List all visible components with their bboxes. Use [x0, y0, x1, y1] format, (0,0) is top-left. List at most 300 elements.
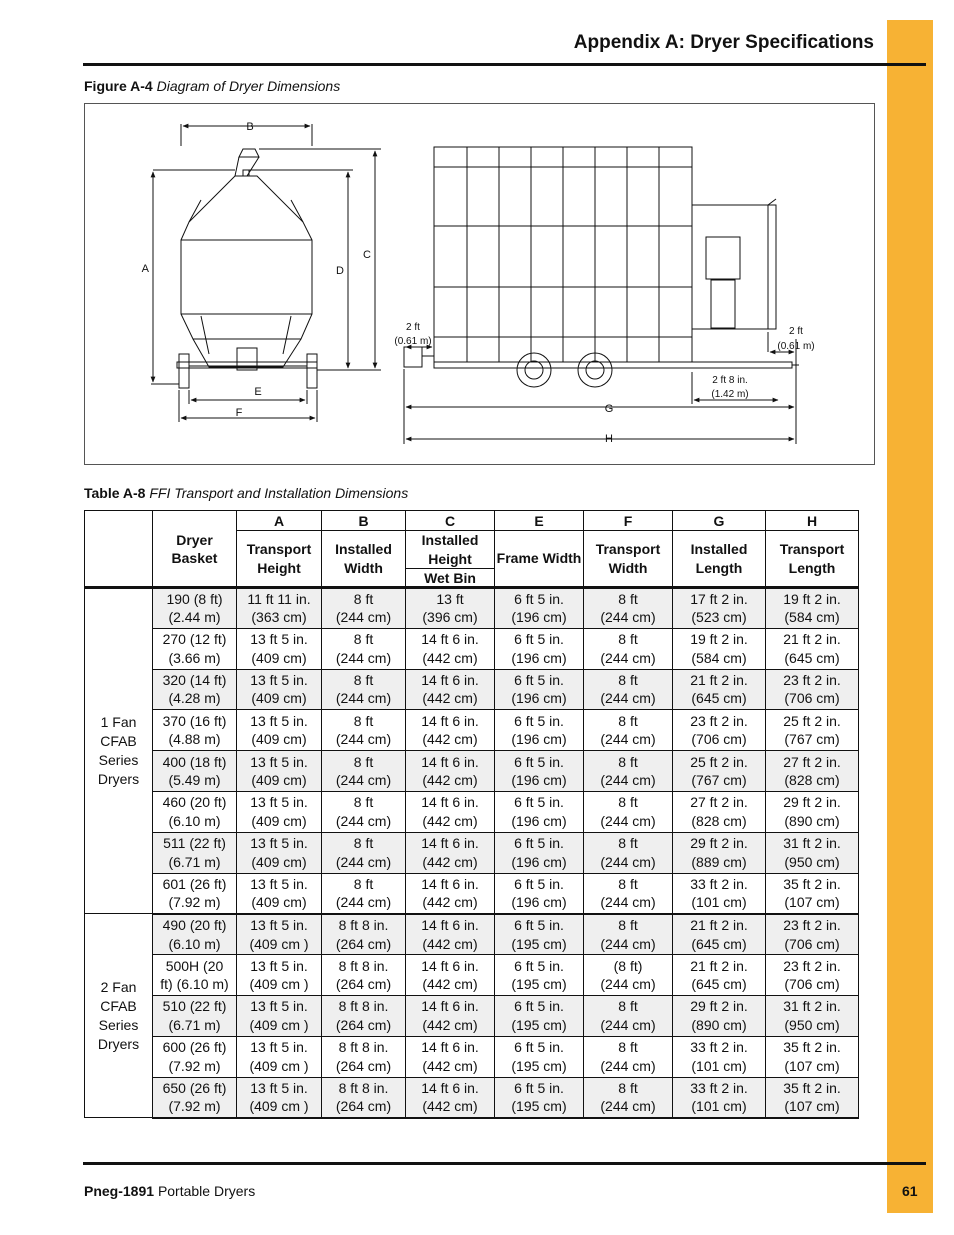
table-cell-g [673, 710, 766, 751]
table-cell-b [322, 873, 406, 914]
header-installed-length: Installed Length [673, 531, 766, 588]
header-transport-length: Transport Length [766, 531, 859, 588]
table-row [85, 832, 859, 873]
table-cell-h [766, 1077, 859, 1118]
cell-line-imperial: 13 ft 5 in. [250, 1039, 308, 1056]
table-cell-basket [153, 628, 237, 669]
cell-line-imperial: 6 ft 5 in. [514, 1079, 564, 1096]
cell-line-imperial: 400 (18 ft) [162, 753, 227, 770]
cell-line-imperial: 8 ft [353, 590, 374, 607]
table-cell-b [322, 628, 406, 669]
table-cell-basket [153, 955, 237, 996]
cell-line-imperial: 510 (22 ft) [162, 998, 227, 1015]
cell-line-metric: (409 cm) [251, 853, 307, 870]
table-cell-b [322, 1077, 406, 1118]
table-cell-basket [153, 995, 237, 1036]
table-row [85, 588, 859, 629]
cell-line-imperial: 14 ft 6 in. [421, 998, 479, 1015]
table-cell-basket [153, 710, 237, 751]
table-cell-h [766, 669, 859, 710]
cell-line-imperial: 14 ft 6 in. [421, 957, 479, 974]
table-cell-c [406, 669, 495, 710]
figure-caption-text: Diagram of Dryer Dimensions [156, 78, 341, 94]
table-cell-h [766, 914, 859, 955]
header-transport-width: Transport Width [584, 531, 673, 588]
document-name: Portable Dryers [157, 1183, 256, 1199]
table-row [85, 751, 859, 792]
header-dryer-basket: Dryer Basket [153, 511, 237, 588]
cell-line-metric: (706 cm) [784, 935, 840, 952]
cell-line-metric: (442 cm) [422, 812, 478, 829]
cell-line-imperial: 8 ft [353, 671, 374, 688]
cell-line-imperial: 8 ft [353, 712, 374, 729]
cell-line-metric: (244 cm) [600, 1016, 656, 1033]
table-cell-g [673, 995, 766, 1036]
letter-b: B [322, 511, 406, 531]
table-cell-h [766, 791, 859, 832]
cell-line-metric: (264 cm) [335, 976, 392, 993]
cell-line-imperial: 13 ft 5 in. [250, 998, 308, 1015]
footer-document-title [84, 1183, 255, 1199]
cell-line-metric: (409 cm ) [249, 1016, 309, 1033]
table-cell-g [673, 791, 766, 832]
table-cell-a [237, 995, 322, 1036]
cell-line-metric: (244 cm) [335, 853, 392, 870]
cell-line-metric: (442 cm) [422, 1057, 478, 1074]
cell-line-imperial: 8 ft [618, 631, 638, 648]
table-cell-g [673, 751, 766, 792]
table-row [85, 791, 859, 832]
cell-line-imperial: 6 ft 5 in. [514, 835, 564, 852]
cell-line-metric: (442 cm) [422, 1098, 478, 1115]
table-cell-f [584, 628, 673, 669]
cell-line-imperial: 6 ft 5 in. [514, 753, 564, 770]
header-installed-height: Installed Height [406, 531, 495, 569]
table-cell-b [322, 791, 406, 832]
cell-line-imperial: 490 (20 ft) [162, 917, 227, 934]
cell-line-imperial: 511 (22 ft) [163, 835, 226, 852]
table-row [85, 995, 859, 1036]
cell-line-imperial: 13 ft 5 in. [250, 794, 308, 811]
table-cell-a [237, 710, 322, 751]
cell-line-imperial: 21 ft 2 in. [690, 671, 748, 688]
table-row [85, 710, 859, 751]
table-cell-h [766, 955, 859, 996]
cell-line-metric: (3.66 m) [168, 649, 221, 666]
cell-line-imperial: 13 ft 5 in. [250, 671, 308, 688]
cell-line-imperial: 13 ft 5 in. [250, 835, 308, 852]
table-cell-b [322, 955, 406, 996]
cell-line-metric: (264 cm) [335, 1057, 392, 1074]
group-header-blank [85, 511, 153, 588]
cell-line-imperial: 14 ft 6 in. [421, 835, 479, 852]
cell-line-imperial: 14 ft 6 in. [421, 753, 479, 770]
table-cell-e [495, 751, 584, 792]
table-cell-e [495, 955, 584, 996]
cell-line-metric: (828 cm) [691, 812, 747, 829]
cell-line-imperial: 8 ft [618, 917, 638, 934]
cell-line-metric: (442 cm) [422, 853, 478, 870]
cell-line-imperial: 320 (14 ft) [162, 671, 227, 688]
table-cell-c [406, 873, 495, 914]
table-cell-a [237, 791, 322, 832]
table-row [85, 955, 859, 996]
table-cell-a [237, 955, 322, 996]
cell-line-metric: (523 cm) [691, 609, 747, 626]
left-clearance-metric: (0.61 m) [394, 336, 432, 347]
cell-line-imperial: 500H (20 [165, 957, 224, 974]
table-caption-text: FFI Transport and Installation Dimensions [149, 485, 409, 501]
table-letter-row [85, 511, 859, 531]
cell-line-imperial: 14 ft 6 in. [421, 1039, 479, 1056]
table-cell-basket [153, 588, 237, 629]
cell-line-metric: (107 cm) [784, 894, 840, 911]
table-cell-c [406, 628, 495, 669]
table-cell-h [766, 588, 859, 629]
cell-line-imperial: 650 (26 ft) [162, 1079, 227, 1096]
cell-line-imperial: 27 ft 2 in. [690, 794, 748, 811]
table-cell-e [495, 588, 584, 629]
cell-line-metric: (244 cm) [600, 1098, 656, 1115]
table-cell-e [495, 710, 584, 751]
table-cell-e [495, 791, 584, 832]
cell-line-metric: (244 cm) [600, 935, 656, 952]
table-cell-b [322, 995, 406, 1036]
cell-line-metric: (196 cm) [511, 772, 567, 789]
cell-line-metric: (244 cm) [600, 976, 656, 993]
cell-line-metric: (195 cm) [511, 1057, 567, 1074]
header-transport-height: Transport Height [237, 531, 322, 588]
table-cell-a [237, 1036, 322, 1077]
letter-e: E [495, 511, 584, 531]
cell-line-metric: (409 cm ) [249, 1057, 309, 1074]
cell-line-imperial: 6 ft 5 in. [514, 590, 564, 607]
cell-line-imperial: 8 ft [618, 998, 638, 1015]
figure-caption [84, 78, 340, 94]
table-cell-h [766, 832, 859, 873]
cell-line-imperial: 13 ft 5 in. [250, 917, 308, 934]
dim-label-a: A [141, 263, 149, 275]
table-row [85, 1077, 859, 1118]
cell-line-imperial: 6 ft 5 in. [514, 917, 564, 934]
table-cell-e [495, 1036, 584, 1077]
table-cell-basket [153, 832, 237, 873]
table-cell-c [406, 832, 495, 873]
letter-h: H [766, 511, 859, 531]
cell-line-metric: (244 cm) [335, 649, 392, 666]
cell-line-metric: (244 cm) [335, 812, 392, 829]
cell-line-imperial: 6 ft 5 in. [514, 794, 564, 811]
dim-label-f: F [235, 407, 243, 419]
cell-line-imperial: 8 ft [618, 835, 638, 852]
cell-line-metric: (706 cm) [784, 690, 840, 707]
diagram-svg [85, 104, 876, 466]
cell-line-imperial: 29 ft 2 in. [783, 794, 841, 811]
cell-line-imperial: 6 ft 5 in. [514, 875, 564, 892]
cell-line-metric: (4.88 m) [168, 731, 221, 748]
cell-line-metric: (196 cm) [511, 894, 567, 911]
cell-line-imperial: 25 ft 2 in. [690, 753, 748, 770]
front-view-drawing [177, 149, 317, 388]
table-cell-b [322, 588, 406, 629]
table-row [85, 628, 859, 669]
table-cell-f [584, 955, 673, 996]
table-cell-f [584, 832, 673, 873]
cell-line-metric: (264 cm) [335, 935, 392, 952]
cell-line-metric: (645 cm) [784, 649, 840, 666]
footer-rule [83, 1162, 926, 1165]
table-cell-basket [153, 914, 237, 955]
right-clearance-metric: (0.61 m) [777, 341, 815, 352]
dim-label-d: D [336, 265, 344, 277]
table-cell-g [673, 914, 766, 955]
dim-label-h: H [605, 433, 613, 445]
table-cell-basket [153, 1077, 237, 1118]
cell-line-metric: (101 cm) [691, 1098, 747, 1115]
letter-g: G [673, 511, 766, 531]
table-cell-b [322, 832, 406, 873]
table-cell-h [766, 751, 859, 792]
cell-line-metric: (4.28 m) [168, 690, 221, 707]
dim-label-c: C [363, 249, 371, 261]
cell-line-imperial: 14 ft 6 in. [421, 712, 479, 729]
cell-line-metric: (584 cm) [784, 609, 840, 626]
cell-line-imperial: 8 ft [618, 794, 638, 811]
cell-line-metric: (442 cm) [422, 772, 478, 789]
cell-line-imperial: 601 (26 ft) [162, 875, 227, 892]
cell-line-metric: (7.92 m) [168, 1057, 221, 1074]
table-cell-a [237, 669, 322, 710]
cell-line-metric: (244 cm) [600, 1057, 656, 1074]
cell-line-imperial: 35 ft 2 in. [783, 1079, 841, 1096]
table-cell-a [237, 588, 322, 629]
table-row [85, 1036, 859, 1077]
cell-line-imperial: 19 ft 2 in. [690, 631, 748, 648]
table-cell-basket [153, 1036, 237, 1077]
cell-line-metric: (363 cm) [251, 609, 307, 626]
cell-line-imperial: 33 ft 2 in. [690, 1039, 748, 1056]
cell-line-imperial: 8 ft [353, 794, 374, 811]
cell-line-imperial: 17 ft 2 in. [690, 590, 748, 607]
cell-line-metric: (409 cm ) [249, 1098, 309, 1115]
table-cell-e [495, 832, 584, 873]
table-cell-a [237, 628, 322, 669]
cell-line-imperial: 8 ft [618, 1039, 638, 1056]
cell-line-imperial: 6 ft 5 in. [514, 957, 564, 974]
cell-line-metric: (107 cm) [784, 1098, 840, 1115]
table-cell-basket [153, 791, 237, 832]
figure-label: Figure A-4 [84, 78, 153, 94]
cell-line-metric: (409 cm) [251, 731, 307, 748]
table-cell-c [406, 791, 495, 832]
cell-line-metric: ft) (6.10 m) [160, 976, 229, 993]
cell-line-imperial: 31 ft 2 in. [783, 835, 841, 852]
cell-line-metric: (7.92 m) [168, 894, 221, 911]
cell-line-imperial: 25 ft 2 in. [783, 712, 841, 729]
cell-line-imperial: 8 ft 8 in. [338, 1039, 389, 1056]
table-cell-f [584, 914, 673, 955]
cell-line-metric: (5.49 m) [168, 772, 221, 789]
cell-line-metric: (6.71 m) [168, 853, 221, 870]
cell-line-metric: (101 cm) [691, 894, 747, 911]
cell-line-imperial: 190 (8 ft) [166, 590, 223, 607]
table-cell-g [673, 628, 766, 669]
cell-line-imperial: 8 ft [618, 712, 638, 729]
left-clearance-label: 2 ft [406, 322, 420, 333]
cell-line-metric: (195 cm) [511, 976, 567, 993]
cell-line-imperial: 29 ft 2 in. [690, 998, 748, 1015]
table-cell-f [584, 995, 673, 1036]
cell-line-imperial: 6 ft 5 in. [514, 712, 564, 729]
cell-line-metric: (409 cm ) [249, 976, 309, 993]
table-cell-g [673, 955, 766, 996]
cell-line-imperial: 35 ft 2 in. [783, 1039, 841, 1056]
table-cell-h [766, 1036, 859, 1077]
dryer-group-label: 1 Fan CFAB Series Dryers [85, 588, 153, 914]
cell-line-metric: (767 cm) [784, 731, 840, 748]
letter-c: C [406, 511, 495, 531]
table-cell-c [406, 1077, 495, 1118]
table-body [85, 588, 859, 1118]
cell-line-imperial: 23 ft 2 in. [783, 917, 841, 934]
cell-line-metric: (706 cm) [784, 976, 840, 993]
cell-line-metric: (244 cm) [335, 772, 392, 789]
cell-line-metric: (442 cm) [422, 649, 478, 666]
hitch-length-label: 2 ft 8 in. [712, 375, 748, 386]
table-cell-c [406, 955, 495, 996]
cell-line-metric: (196 cm) [511, 690, 567, 707]
table-cell-a [237, 873, 322, 914]
header-frame-width: Frame Width [495, 531, 584, 588]
cell-line-metric: (195 cm) [511, 1098, 567, 1115]
cell-line-imperial: 8 ft [353, 631, 374, 648]
cell-line-metric: (2.44 m) [168, 609, 221, 626]
cell-line-imperial: 13 ft 5 in. [250, 957, 308, 974]
cell-line-metric: (950 cm) [784, 1016, 840, 1033]
table-cell-b [322, 669, 406, 710]
cell-line-metric: (442 cm) [422, 690, 478, 707]
table-cell-e [495, 914, 584, 955]
table-caption [84, 485, 408, 501]
cell-line-metric: (442 cm) [422, 1016, 478, 1033]
cell-line-metric: (244 cm) [600, 649, 656, 666]
table-cell-c [406, 1036, 495, 1077]
right-clearance-label: 2 ft [789, 326, 803, 337]
table-cell-basket [153, 751, 237, 792]
cell-line-imperial: 21 ft 2 in. [783, 631, 841, 648]
cell-line-imperial: 14 ft 6 in. [421, 671, 479, 688]
cell-line-imperial: 14 ft 6 in. [421, 875, 479, 892]
table-row [85, 669, 859, 710]
cell-line-imperial: 14 ft 6 in. [421, 794, 479, 811]
cell-line-imperial: 370 (16 ft) [162, 712, 227, 729]
table-cell-g [673, 832, 766, 873]
cell-line-metric: (6.10 m) [168, 812, 221, 829]
cell-line-metric: (645 cm) [691, 976, 747, 993]
table-cell-f [584, 791, 673, 832]
cell-line-metric: (409 cm) [251, 894, 307, 911]
page-title: Appendix A: Dryer Specifications [573, 32, 874, 53]
cell-line-metric: (409 cm) [251, 649, 307, 666]
cell-line-metric: (442 cm) [422, 731, 478, 748]
cell-line-imperial: 8 ft [618, 671, 638, 688]
cell-line-metric: (196 cm) [511, 731, 567, 748]
cell-line-metric: (264 cm) [335, 1098, 392, 1115]
cell-line-imperial: 13 ft 5 in. [250, 1079, 308, 1096]
table-cell-a [237, 832, 322, 873]
header-installed-width: Installed Width [322, 531, 406, 588]
cell-line-metric: (195 cm) [511, 935, 567, 952]
table-cell-f [584, 1077, 673, 1118]
table-cell-b [322, 710, 406, 751]
cell-line-metric: (6.71 m) [168, 1016, 221, 1033]
table-cell-f [584, 710, 673, 751]
table-cell-h [766, 873, 859, 914]
table-cell-c [406, 710, 495, 751]
cell-line-imperial: 19 ft 2 in. [783, 590, 841, 607]
cell-line-metric: (264 cm) [335, 1016, 392, 1033]
cell-line-imperial: 33 ft 2 in. [690, 875, 748, 892]
cell-line-metric: (442 cm) [422, 935, 478, 952]
cell-line-metric: (409 cm) [251, 772, 307, 789]
cell-line-imperial: 23 ft 2 in. [783, 671, 841, 688]
cell-line-metric: (6.10 m) [168, 935, 221, 952]
table-cell-f [584, 669, 673, 710]
cell-line-metric: (101 cm) [691, 1057, 747, 1074]
table-cell-e [495, 628, 584, 669]
dim-label-b: B [246, 121, 254, 133]
table-cell-f [584, 751, 673, 792]
side-view-drawing [404, 147, 799, 387]
cell-line-imperial: 8 ft [353, 875, 374, 892]
cell-line-imperial: 8 ft 8 in. [338, 1079, 389, 1096]
cell-line-imperial: 8 ft [618, 590, 638, 607]
cell-line-metric: (244 cm) [335, 731, 392, 748]
cell-line-metric: (409 cm ) [249, 935, 309, 952]
cell-line-metric: (889 cm) [691, 853, 747, 870]
table-cell-basket [153, 669, 237, 710]
table-row [85, 914, 859, 955]
dim-label-e: E [254, 386, 262, 398]
cell-line-metric: (244 cm) [335, 894, 392, 911]
table-cell-c [406, 751, 495, 792]
table-cell-h [766, 628, 859, 669]
table-cell-e [495, 873, 584, 914]
cell-line-imperial: 14 ft 6 in. [421, 1079, 479, 1096]
dim-label-g: G [604, 403, 614, 415]
dimensions-table [84, 510, 859, 1119]
table-cell-a [237, 914, 322, 955]
cell-line-imperial: 8 ft [618, 875, 638, 892]
cell-line-metric: (950 cm) [784, 853, 840, 870]
cell-line-metric: (107 cm) [784, 1057, 840, 1074]
cell-line-imperial: 460 (20 ft) [162, 794, 227, 811]
cell-line-metric: (244 cm) [600, 853, 656, 870]
table-cell-g [673, 588, 766, 629]
table-cell-f [584, 588, 673, 629]
table-cell-c [406, 588, 495, 629]
cell-line-imperial: 23 ft 2 in. [690, 712, 748, 729]
cell-line-imperial: 27 ft 2 in. [783, 753, 841, 770]
table-cell-f [584, 1036, 673, 1077]
dryer-group-label: 2 Fan CFAB Series Dryers [85, 914, 153, 1118]
cell-line-imperial: 35 ft 2 in. [783, 875, 841, 892]
cell-line-imperial: 6 ft 5 in. [514, 998, 564, 1015]
cell-line-imperial: 33 ft 2 in. [690, 1079, 748, 1096]
table-cell-c [406, 995, 495, 1036]
cell-line-metric: (244 cm) [335, 609, 392, 626]
cell-line-metric: (196 cm) [511, 609, 567, 626]
